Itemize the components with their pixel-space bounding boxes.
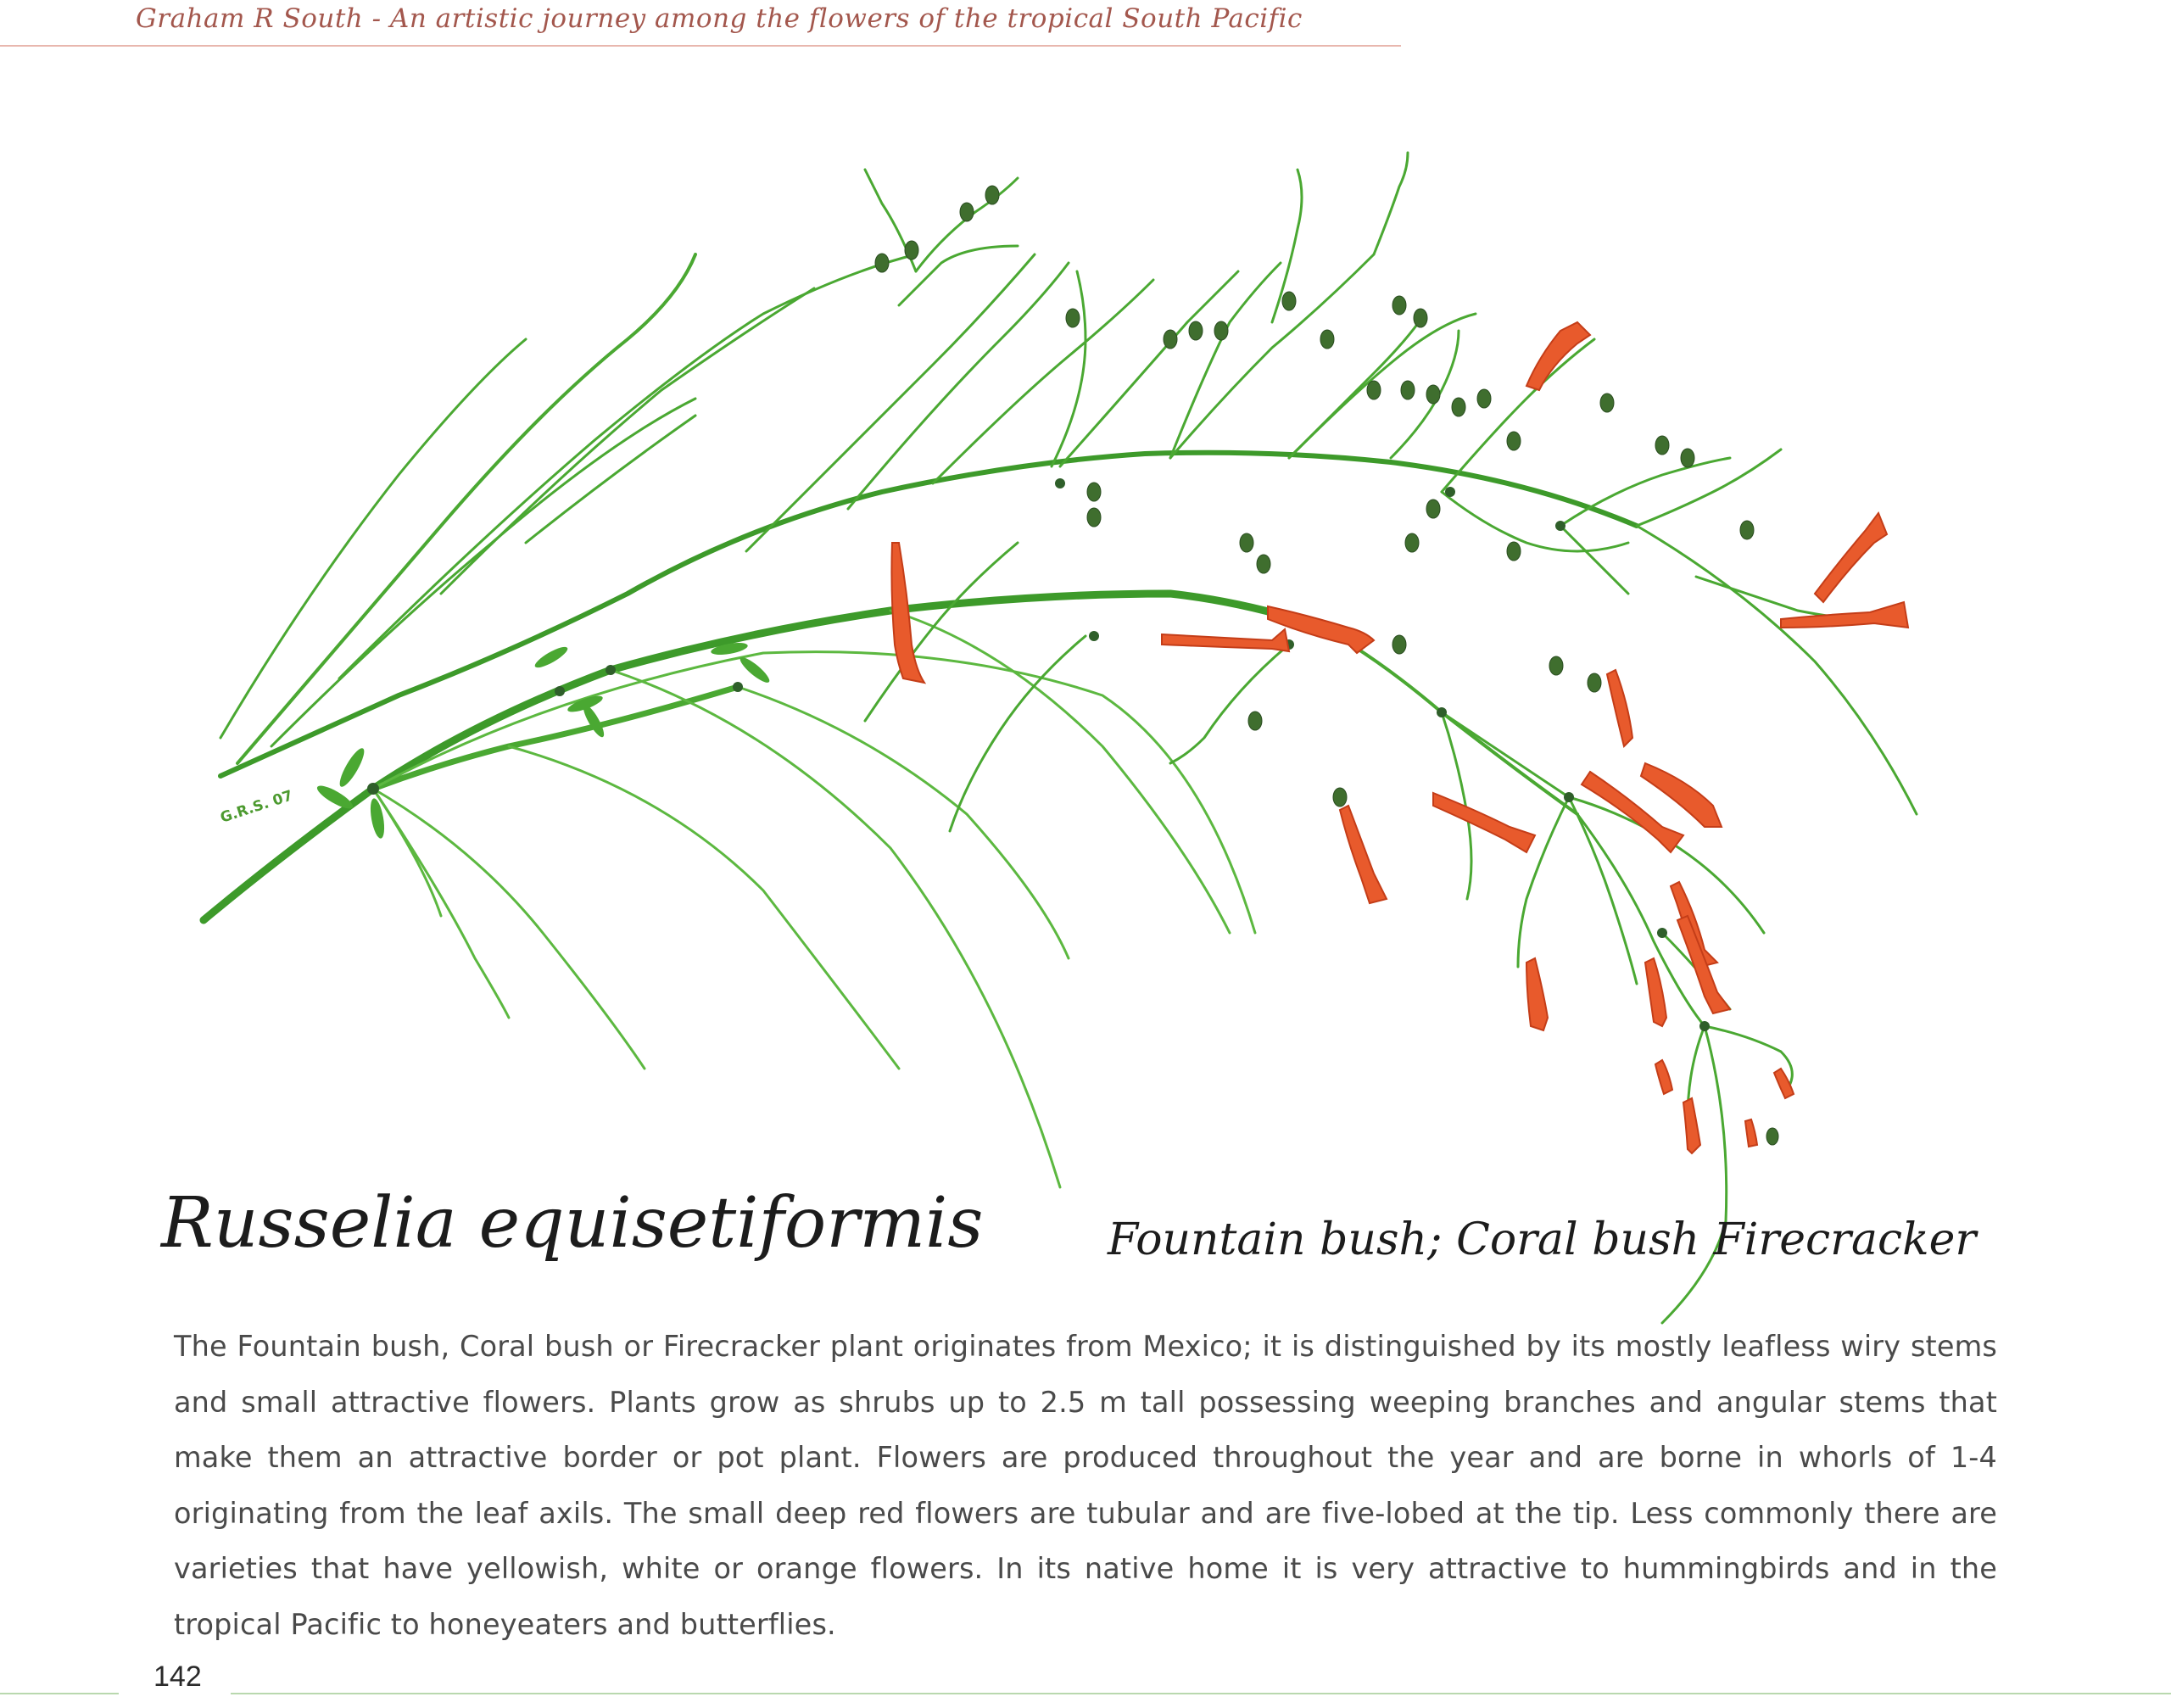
stems	[204, 153, 1917, 1323]
artist-signature: G.R.S. 07	[218, 787, 295, 827]
page-number: 142	[153, 1661, 202, 1693]
stem-nodes	[367, 478, 1710, 1031]
running-header: Graham R South - An artistic journey among the flowers of the tropical South Pacific	[136, 3, 1303, 34]
footer-divider-left	[0, 1693, 119, 1694]
species-description: The Fountain bush, Coral bush or Firecracker plant originates from Mexico; it is distinguished by its mostly leafless wiry stems and small attractive flowers. Plants grow as shrubs up to 2.5 m tall possessing weeping branches and angular stems that make them an attractive border or pot plant. Flowers are produced throughout the year and are borne in whorls of 1-4 originating from the leaf axils. The small deep red flowers are tubular and are five-lobed at the tip. Less commonly there are varieties that have yellowish, white or orange flowers. In its native home it is very attractive to hummingbirds and in the tropical Pacific to honeyeaters and butterflies.	[174, 1330, 1997, 1641]
footer-divider-right	[231, 1693, 2171, 1694]
species-name: Russelia equisetiformis	[161, 1183, 984, 1264]
common-names: Fountain bush; Coral bush Firecracker	[1108, 1214, 1977, 1265]
